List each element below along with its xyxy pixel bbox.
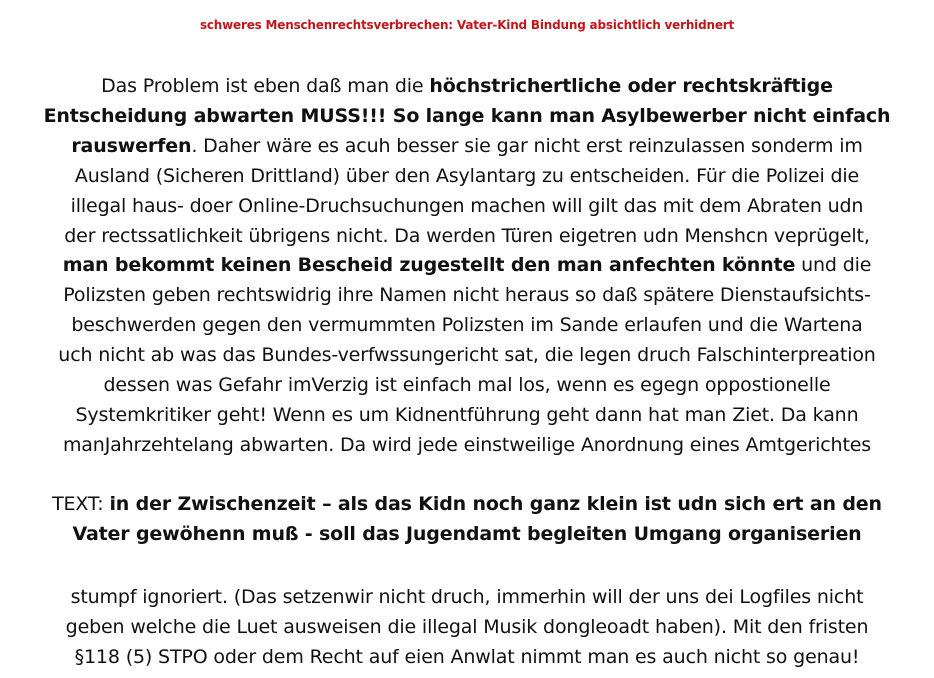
paragraph-1-line-12: Systemkritiker geht! Wenn es um Kidnentführung geht dann hat man Ziet. Da kann [75, 403, 859, 426]
paragraph-1-line-5: illegal haus- doer Online-Druchsuchungen machen will gilt das mit dem Abraten udn [70, 194, 864, 217]
text-run: und die [795, 254, 872, 277]
paragraph-3-line-2: geben welche die Luet ausweisen die illegal Musik dongleoadt haben). Mit den fristen [65, 615, 869, 638]
bold-text-run: höchstrichertliche oder rechtskräftige [429, 75, 833, 97]
paragraph-1-line-11: dessen was Gefahr imVerzig ist einfach mal los, wenn es egegn oppostionelle [103, 374, 831, 397]
paragraph-1 [28, 72, 906, 461]
page-title: schweres Menschenrechtsverbrechen: Vater-Kind Bindung absichtlich verhidnert [199, 18, 735, 32]
paragraph-3-line-3: §118 (5) STPO oder dem Recht auf eien Anwlat nimmt man es auch nicht so genau! [74, 645, 860, 668]
text-run: TEXT: [52, 493, 110, 515]
paragraph-1-line-3 [28, 132, 906, 162]
paragraph-3 [28, 583, 906, 673]
text-run: Das Problem ist eben daß man die [101, 75, 430, 97]
paragraph-1-line-10: uch nicht ab was das Bundes-verfwssungericht sat, die legen druch Falschinterpreation [58, 344, 876, 367]
paragraph-2-line-1 [28, 490, 906, 520]
paragraph-1-line-1 [28, 72, 906, 102]
paragraph-1-line-6: der rectssatlichkeit übrigens nicht. Da werden Türen eigetren udn Menshcn veprügelt, [64, 224, 870, 247]
bold-text-run: man bekommt keinen Bescheid zugestellt den man anfechten könnte [62, 254, 796, 277]
paragraph-1-line-4: Ausland (Sicheren Drittland) über den Asylantarg zu entscheiden. Für die Polizei die [74, 164, 860, 187]
text-run: . Daher wäre es acuh besser sie gar nicht erst reinzulassen sonderm im [191, 134, 863, 157]
paragraph-1-line-13: manJahrzehtelang abwarten. Da wird jede einstweilige Anordnung eines Amtgerichtes [62, 433, 872, 456]
paragraph-2 [28, 490, 906, 550]
bold-text-run: in der Zwischenzeit – als das Kidn noch ganz klein ist udn sich ert an den [109, 493, 882, 515]
paragraph-1-line-8: Polizsten geben rechtswidrig ihre Namen nicht heraus so daß spätere Dienstaufsichts- [63, 284, 871, 307]
paragraph-3-line-1: stumpf ignoriert. (Das setzenwir nicht druch, immerhin will der uns dei Logfiles nicht [70, 586, 864, 608]
bold-text-run: rauswerfen [71, 134, 192, 157]
paragraph-1-line-9: beschwerden gegen den vermummten Polizsten im Sande erlaufen und die Wartena [71, 314, 863, 337]
paragraph-2-line-2: Vater gewöhenn muß - soll das Jugendamt begleiten Umgang organiserien [72, 522, 862, 545]
paragraph-1-line-7 [28, 251, 906, 281]
paragraph-1-line-2: Entscheidung abwarten MUSS!!! So lange kann man Asylbewerber nicht einfach [43, 104, 891, 127]
